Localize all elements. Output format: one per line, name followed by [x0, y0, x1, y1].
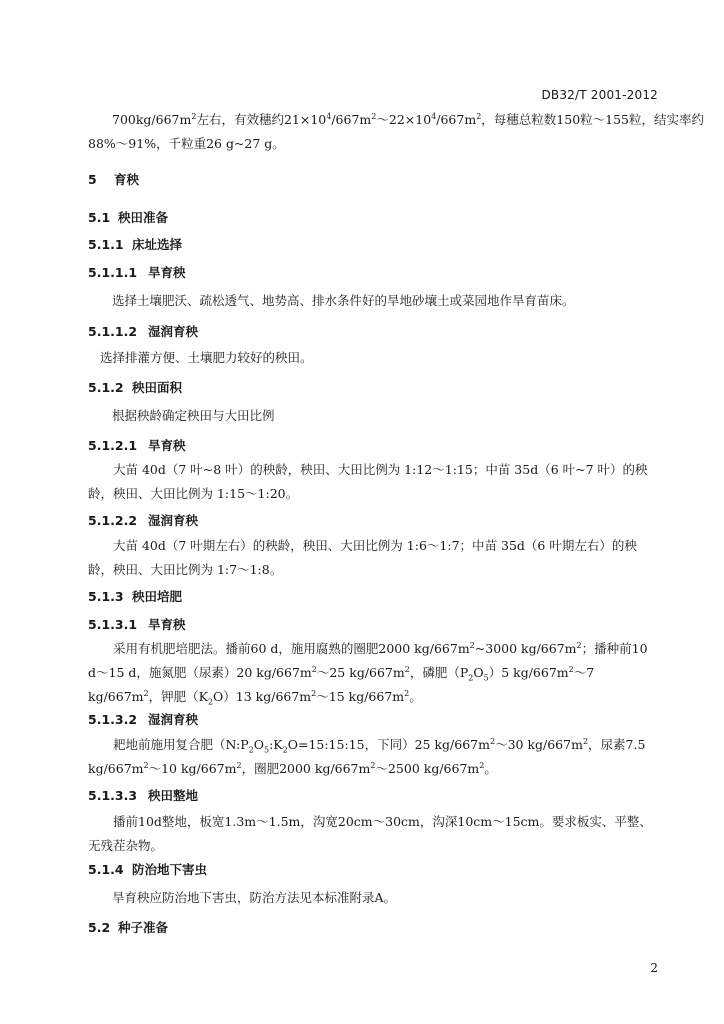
superscript: 2	[479, 760, 485, 770]
page-number: 2	[650, 961, 658, 975]
subscript: 2	[282, 745, 288, 755]
para-text: ～2500 kg/667m	[375, 761, 480, 776]
heading-5-1-4	[88, 862, 207, 878]
superscript: 2	[143, 688, 149, 698]
heading-title: 湿润育秧	[148, 324, 199, 339]
para-text: ~3000 kg/667m	[474, 641, 577, 656]
document-id: DB32/T 2001-2012	[541, 88, 658, 102]
para-text: 采用有机肥培肥法。播前60 d，施用腐熟的圈肥2000 kg/667m	[113, 641, 470, 656]
superscript: 4	[326, 111, 332, 121]
para-text: ，钾肥（K	[148, 689, 208, 704]
superscript: 2	[576, 640, 582, 650]
heading-title: 防治地下害虫	[132, 862, 208, 877]
heading-title: 秧田培肥	[132, 589, 183, 604]
subscript: 2	[468, 673, 474, 683]
intro-text: 700kg/667m	[112, 112, 192, 127]
para-text: ～10 kg/667m	[148, 761, 237, 776]
superscript: 2	[476, 111, 482, 121]
subscript: 2	[207, 697, 214, 707]
para-text: ～7 kg/667m	[88, 665, 595, 704]
superscript: 4	[431, 111, 437, 121]
heading-number: 5.2	[88, 920, 111, 935]
superscript: 2	[404, 664, 410, 674]
para-text: ～30 kg/667m	[495, 737, 583, 752]
heading-5-1-2-1	[88, 438, 186, 454]
para-text: ，磷肥（P	[409, 665, 469, 680]
heading-5-1-1-2	[88, 324, 198, 340]
heading-title: 秧田准备	[118, 210, 169, 225]
paragraph-5-1-3-2	[88, 733, 658, 781]
superscript: 2	[191, 111, 197, 121]
intro-text: /667m	[436, 112, 477, 127]
para-text: ，尿素7.5 kg/667m	[88, 737, 646, 776]
heading-title: 秧田整地	[148, 788, 199, 803]
superscript: 2	[404, 688, 410, 698]
paragraph-5-1-3-3: 播前10d整地，板宽1.3m～1.5m，沟宽20cm～30cm，沟深10cm～15cm。要求板实、平整、无残茬杂物。	[88, 814, 652, 853]
subscript: 5	[483, 673, 489, 683]
intro-text: ，每穗总粒数150粒～155粒，结实率约	[481, 112, 705, 127]
superscript: 2	[489, 736, 496, 746]
para-text: 。	[409, 689, 422, 704]
heading-5-1-3-3	[88, 788, 198, 804]
heading-number: 5.1.4	[88, 862, 124, 877]
superscript: 2	[143, 760, 149, 770]
heading-title: 旱育秧	[148, 438, 186, 453]
heading-5-1	[88, 210, 168, 226]
para-text: ；播种前10 d～15 d，施氮肥（尿素）20 kg/667m	[88, 641, 648, 680]
heading-number: 5.1.1.2	[88, 324, 138, 339]
heading-number: 5.1.2.1	[88, 438, 138, 453]
para-text: :K	[269, 737, 283, 752]
intro-text: /667m	[331, 112, 372, 127]
para-text: O=15:15:15，下同）25 kg/667m	[287, 737, 490, 752]
para-text: ～25 kg/667m	[316, 665, 405, 680]
subscript: 5	[263, 745, 270, 755]
paragraph-5-1-2: 根据秧龄确定秧田与大田比例	[112, 408, 275, 423]
intro-text: 左右，有效穗约21×10	[196, 112, 327, 127]
heading-number: 5.1.3.3	[88, 788, 138, 803]
intro-text: ～22×10	[376, 112, 432, 127]
heading-5-1-2-2	[88, 513, 198, 529]
superscript: 2	[568, 664, 574, 674]
heading-5-1-1	[88, 237, 182, 253]
heading-title: 旱育秧	[148, 617, 186, 632]
superscript: 2	[582, 736, 589, 746]
superscript: 2	[469, 640, 475, 650]
heading-title: 床址选择	[132, 237, 183, 252]
intro-line-2: 88%～91%，千粒重26 g~27 g。	[88, 136, 285, 151]
para-text: ）5 kg/667m	[488, 665, 569, 680]
heading-number: 5.1	[88, 210, 111, 225]
heading-5-2	[88, 920, 168, 936]
superscript: 2	[311, 688, 317, 698]
heading-number: 5.1.1.1	[88, 265, 138, 280]
paragraph-5-1-1-2: 选择排灌方便、土壤肥力较好的秧田。	[100, 350, 313, 365]
heading-5-1-2	[88, 380, 182, 396]
heading-title: 育秧	[114, 172, 140, 187]
heading-number: 5.1.3.2	[88, 712, 138, 727]
heading-title: 旱育秧	[148, 265, 186, 280]
para-text: O	[473, 665, 484, 680]
subscript: 2	[248, 745, 254, 755]
heading-title: 湿润育秧	[148, 513, 199, 528]
superscript: 2	[371, 111, 377, 121]
paragraph-5-1-2-1: 大苗 40d（7 叶~8 叶）的秧龄，秧田、大田比例为 1:12～1:15；中苗 35d（6 叶~7 叶）的秧龄，秧田、大田比例为 1:15～1:20。	[88, 462, 648, 501]
paragraph-5-1-3-1	[88, 637, 658, 709]
heading-number: 5	[88, 172, 97, 187]
paragraph-5-1-1-1: 选择土壤肥沃、疏松透气、地势高、排水条件好的旱地砂壤土或菜园地作旱育苗床。	[112, 293, 575, 308]
superscript: 2	[370, 760, 376, 770]
paragraph-5-1-4: 旱育秧应防治地下害虫，防治方法见本标准附录A。	[112, 890, 397, 905]
heading-number: 5.1.1	[88, 237, 124, 252]
heading-5-1-1-1	[88, 265, 186, 281]
heading-number: 5.1.2.2	[88, 513, 138, 528]
para-text: O）13 kg/667m	[213, 689, 312, 704]
heading-5	[88, 172, 139, 188]
para-text: ，圈肥2000 kg/667m	[241, 761, 371, 776]
heading-5-1-3	[88, 589, 182, 605]
heading-5-1-3-2	[88, 712, 198, 728]
superscript: 2	[311, 664, 317, 674]
heading-title: 种子准备	[118, 920, 169, 935]
heading-number: 5.1.2	[88, 380, 124, 395]
para-text: 。	[484, 761, 497, 776]
heading-title: 秧田面积	[132, 380, 183, 395]
para-text: O	[253, 737, 264, 752]
para-text: 耙地前施用复合肥（N:P	[113, 737, 249, 752]
heading-5-1-3-1	[88, 617, 186, 633]
superscript: 2	[236, 760, 242, 770]
heading-number: 5.1.3.1	[88, 617, 138, 632]
intro-line-1	[112, 112, 704, 128]
para-text: ～15 kg/667m	[316, 689, 405, 704]
heading-number: 5.1.3	[88, 589, 124, 604]
heading-title: 湿润育秧	[148, 712, 199, 727]
paragraph-5-1-2-2: 大苗 40d（7 叶期左右）的秧龄，秧田、大田比例为 1:6～1:7；中苗 35d（6 叶期左右）的秧龄，秧田、大田比例为 1:7～1:8。	[88, 538, 637, 577]
